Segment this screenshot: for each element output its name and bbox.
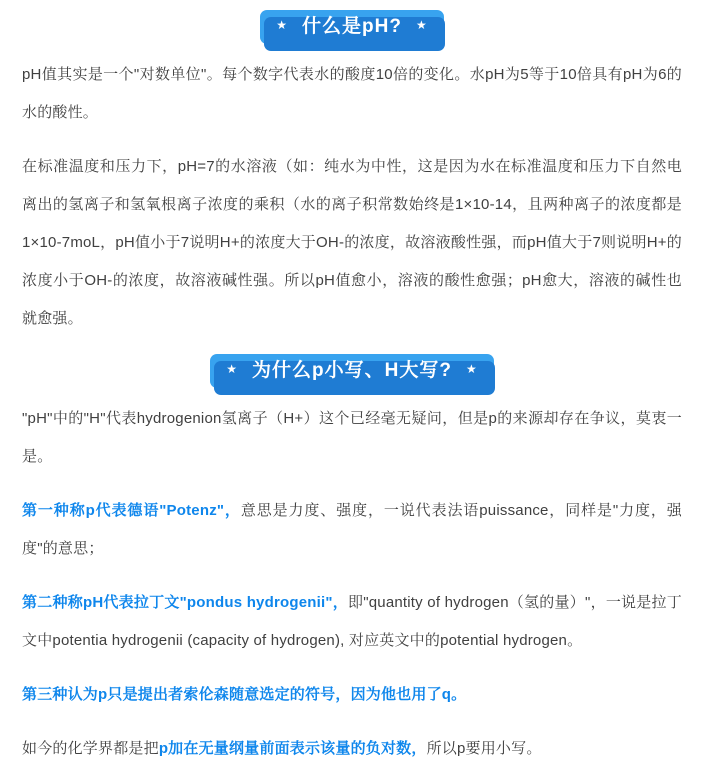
highlight-segment: p加在无量纲量前面表示该量的负对数， [158,740,427,757]
star-icon: ★ [415,18,428,32]
paragraph-origin-theory-3 [22,676,682,714]
section-badge [260,10,443,44]
text-segment: 即"quantity of hydrogen（氢的量）"，一说是拉丁文中potentia hydrogenii (capacity of hydrogen), 对应英文中的potential hydrogen。 [22,594,682,649]
text-segment: "pH"中的"H"代表hydrogenion氢离子（H+）这个已经毫无疑问，但是p的来源却存在争议，莫衷一是。 [22,410,682,465]
text-segment: 所以p要用小写。 [426,740,542,757]
text-segment: 在标准温度和压力下，pH=7的水溶液（如：纯水为中性，这是因为水在标准温度和压力下自然电离出的氢离子和氢氧根离子浓度的乘积（水的离子积常数始终是1×10-14，且两种离子的浓度都是1×10-7moL，pH值小于7说明H+的浓度大于OH-的浓度，故溶液酸性强，而pH值大于7则说明H+的浓度小于OH-的浓度，故溶液碱性强。所以pH值愈小，溶液的酸性愈强；pH愈大，溶液的碱性也就愈强。 [22,158,682,327]
star-icon: ★ [276,18,289,32]
star-icon: ★ [226,362,239,376]
highlight-segment: 第三种认为p只是提出者索伦森随意选定的符号，因为他也用了q。 [22,686,467,703]
section-badge [210,354,493,388]
paragraph-h-meaning [22,400,682,476]
star-icon: ★ [465,362,478,376]
text-segment: pH值其实是一个"对数单位"。每个数字代表水的酸度10倍的变化。水pH为5等于10倍具有pH为6的水的酸性。 [22,66,682,121]
paragraph-ph-explanation [22,148,682,338]
section-title: 为什么p小写、H大写? [252,360,452,381]
section-header-why-lowercase-p [22,354,682,388]
highlight-segment: 第一种称p代表德语"Potenz"， [22,502,241,519]
paragraph-origin-theory-2 [22,584,682,660]
section-header-what-is-ph [22,10,682,44]
paragraph-origin-theory-1 [22,492,682,568]
highlight-segment: 第二种称pH代表拉丁文"pondus hydrogenii"， [22,594,348,611]
paragraph-conclusion [22,730,682,768]
text-segment: 意思是力度、强度，一说代表法语puissance，同样是"力度，强度"的意思； [22,502,682,557]
paragraph-ph-definition [22,56,682,132]
text-segment: 如今的化学界都是把 [22,740,159,757]
section-title: 什么是pH? [302,16,402,37]
